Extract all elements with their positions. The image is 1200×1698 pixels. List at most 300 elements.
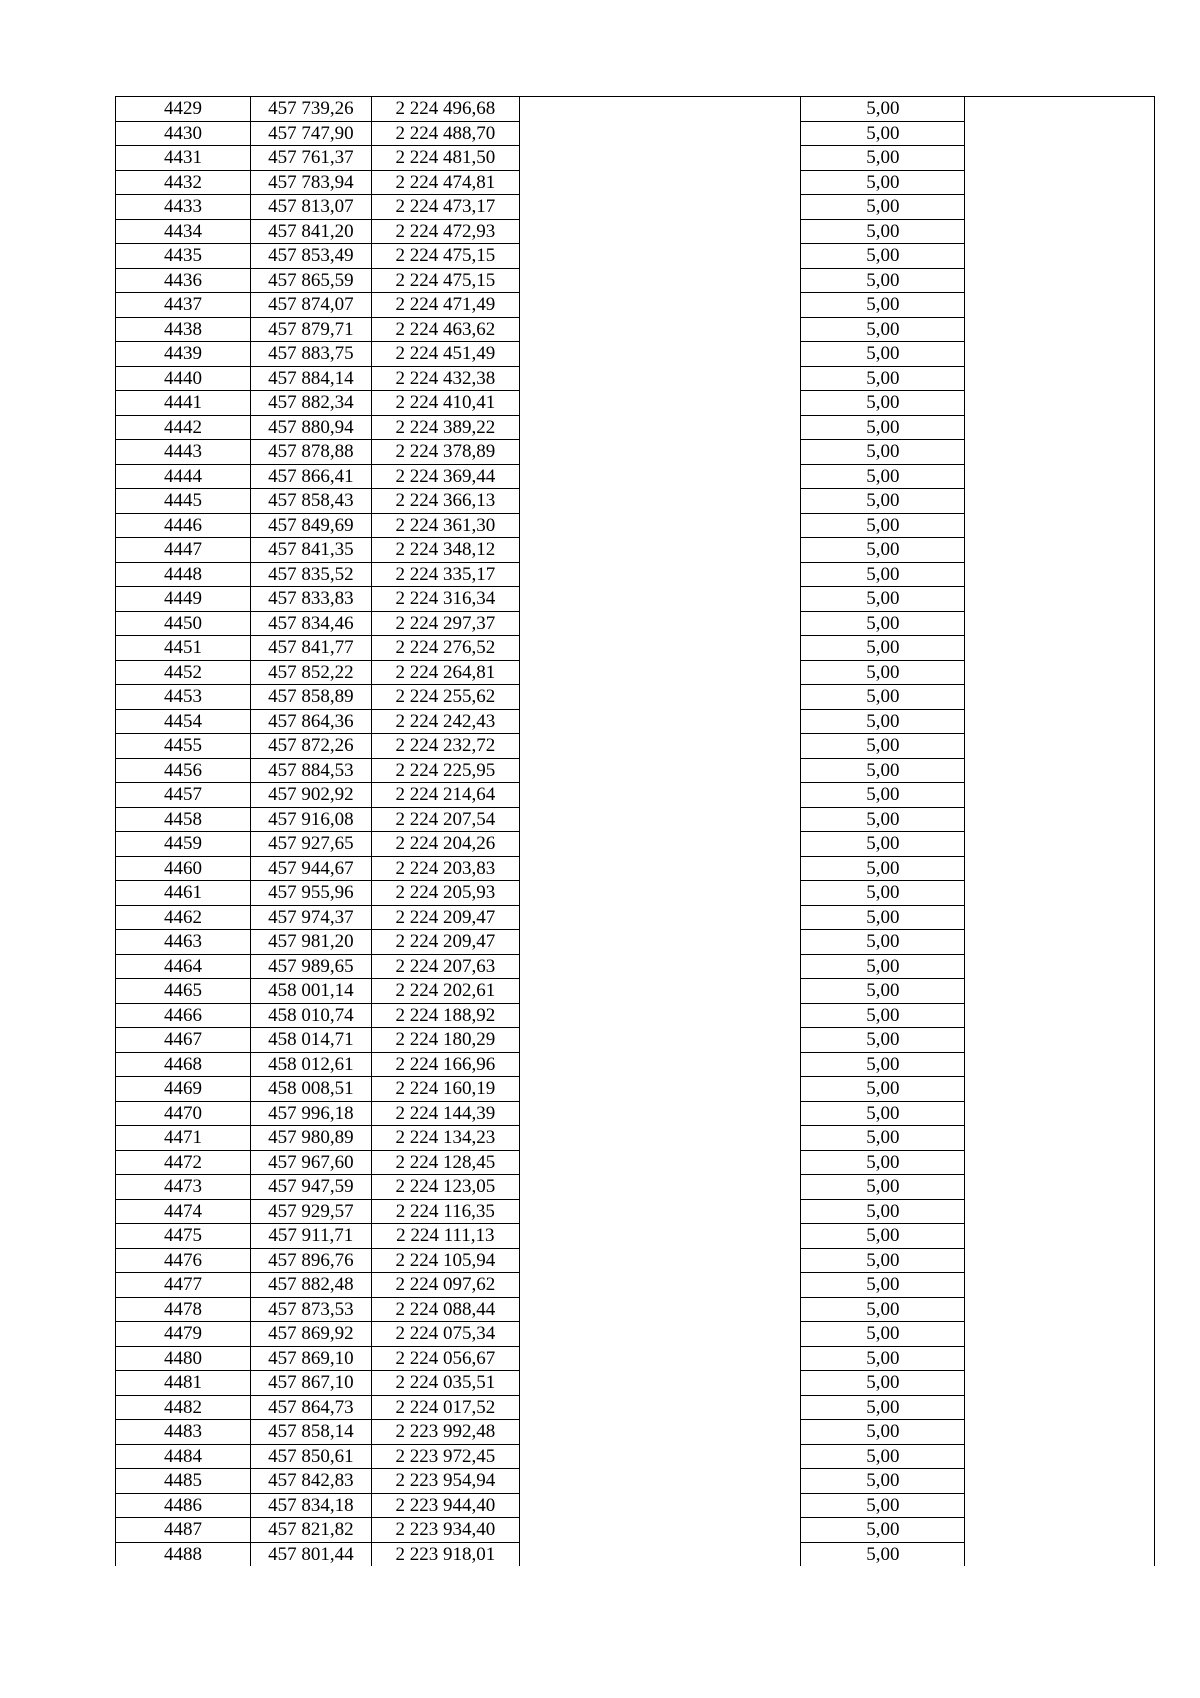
- empty-cell: [965, 954, 1155, 979]
- y-coordinate-cell: 2 224 088,44: [371, 1297, 519, 1322]
- empty-cell: [520, 856, 801, 881]
- table-row: [116, 1420, 1155, 1445]
- y-coordinate-cell: 2 224 232,72: [371, 734, 519, 759]
- table-row: [116, 562, 1155, 587]
- x-coordinate-cell: 457 955,96: [251, 881, 372, 906]
- value-cell: 5,00: [801, 1224, 965, 1249]
- table-row: [116, 513, 1155, 538]
- point-number-cell: 4467: [116, 1028, 251, 1053]
- point-number-cell: 4470: [116, 1101, 251, 1126]
- empty-cell: [965, 783, 1155, 808]
- y-coordinate-cell: 2 224 378,89: [371, 440, 519, 465]
- y-coordinate-cell: 2 223 918,01: [371, 1542, 519, 1566]
- point-number-cell: 4439: [116, 342, 251, 367]
- empty-cell: [965, 415, 1155, 440]
- empty-cell: [965, 146, 1155, 171]
- value-cell: 5,00: [801, 1395, 965, 1420]
- empty-cell: [520, 1273, 801, 1298]
- y-coordinate-cell: 2 224 410,41: [371, 391, 519, 416]
- point-number-cell: 4485: [116, 1469, 251, 1494]
- table-row: [116, 1126, 1155, 1151]
- y-coordinate-cell: 2 224 035,51: [371, 1371, 519, 1396]
- table-row: [116, 1371, 1155, 1396]
- empty-cell: [520, 317, 801, 342]
- table-row: [116, 195, 1155, 220]
- value-cell: 5,00: [801, 1199, 965, 1224]
- table-row: [116, 170, 1155, 195]
- y-coordinate-cell: 2 224 348,12: [371, 538, 519, 563]
- x-coordinate-cell: 457 783,94: [251, 170, 372, 195]
- x-coordinate-cell: 458 008,51: [251, 1077, 372, 1102]
- empty-cell: [520, 1444, 801, 1469]
- x-coordinate-cell: 457 981,20: [251, 930, 372, 955]
- table-row: [116, 1322, 1155, 1347]
- empty-cell: [520, 685, 801, 710]
- value-cell: 5,00: [801, 636, 965, 661]
- value-cell: 5,00: [801, 1052, 965, 1077]
- empty-cell: [520, 1395, 801, 1420]
- empty-cell: [520, 219, 801, 244]
- point-number-cell: 4486: [116, 1493, 251, 1518]
- y-coordinate-cell: 2 224 488,70: [371, 121, 519, 146]
- x-coordinate-cell: 457 850,61: [251, 1444, 372, 1469]
- empty-cell: [965, 1224, 1155, 1249]
- empty-cell: [520, 954, 801, 979]
- x-coordinate-cell: 457 834,46: [251, 611, 372, 636]
- value-cell: 5,00: [801, 1126, 965, 1151]
- empty-cell: [520, 538, 801, 563]
- table-row: [116, 244, 1155, 269]
- empty-cell: [965, 709, 1155, 734]
- table-row: [116, 1297, 1155, 1322]
- empty-cell: [520, 758, 801, 783]
- x-coordinate-cell: 457 747,90: [251, 121, 372, 146]
- empty-cell: [520, 195, 801, 220]
- y-coordinate-cell: 2 224 276,52: [371, 636, 519, 661]
- empty-cell: [520, 1175, 801, 1200]
- empty-cell: [965, 195, 1155, 220]
- empty-cell: [520, 1518, 801, 1543]
- empty-cell: [965, 1199, 1155, 1224]
- empty-cell: [965, 1101, 1155, 1126]
- empty-cell: [520, 734, 801, 759]
- point-number-cell: 4474: [116, 1199, 251, 1224]
- point-number-cell: 4462: [116, 905, 251, 930]
- value-cell: 5,00: [801, 97, 965, 122]
- value-cell: 5,00: [801, 1248, 965, 1273]
- point-number-cell: 4443: [116, 440, 251, 465]
- empty-cell: [520, 636, 801, 661]
- table-row: [116, 905, 1155, 930]
- table-row: [116, 611, 1155, 636]
- table-row: [116, 121, 1155, 146]
- point-number-cell: 4468: [116, 1052, 251, 1077]
- empty-cell: [520, 1297, 801, 1322]
- table-row: [116, 954, 1155, 979]
- y-coordinate-cell: 2 224 097,62: [371, 1273, 519, 1298]
- empty-cell: [520, 391, 801, 416]
- x-coordinate-cell: 457 882,34: [251, 391, 372, 416]
- point-number-cell: 4479: [116, 1322, 251, 1347]
- value-cell: 5,00: [801, 611, 965, 636]
- empty-cell: [965, 758, 1155, 783]
- x-coordinate-cell: 457 864,36: [251, 709, 372, 734]
- point-number-cell: 4476: [116, 1248, 251, 1273]
- y-coordinate-cell: 2 224 366,13: [371, 489, 519, 514]
- x-coordinate-cell: 458 014,71: [251, 1028, 372, 1053]
- empty-cell: [520, 1199, 801, 1224]
- value-cell: 5,00: [801, 1493, 965, 1518]
- empty-cell: [965, 391, 1155, 416]
- y-coordinate-cell: 2 224 361,30: [371, 513, 519, 538]
- value-cell: 5,00: [801, 709, 965, 734]
- table-row: [116, 464, 1155, 489]
- table-row: [116, 489, 1155, 514]
- empty-cell: [965, 121, 1155, 146]
- y-coordinate-cell: 2 224 203,83: [371, 856, 519, 881]
- table-row: [116, 342, 1155, 367]
- y-coordinate-cell: 2 224 017,52: [371, 1395, 519, 1420]
- y-coordinate-cell: 2 224 205,93: [371, 881, 519, 906]
- empty-cell: [520, 881, 801, 906]
- y-coordinate-cell: 2 224 134,23: [371, 1126, 519, 1151]
- empty-cell: [520, 1224, 801, 1249]
- value-cell: 5,00: [801, 979, 965, 1004]
- empty-cell: [965, 1273, 1155, 1298]
- x-coordinate-cell: 457 974,37: [251, 905, 372, 930]
- y-coordinate-cell: 2 224 242,43: [371, 709, 519, 734]
- table-row: [116, 1346, 1155, 1371]
- point-number-cell: 4434: [116, 219, 251, 244]
- table-row: [116, 832, 1155, 857]
- point-number-cell: 4456: [116, 758, 251, 783]
- x-coordinate-cell: 457 882,48: [251, 1273, 372, 1298]
- table-row: [116, 1150, 1155, 1175]
- point-number-cell: 4478: [116, 1297, 251, 1322]
- empty-cell: [965, 587, 1155, 612]
- value-cell: 5,00: [801, 783, 965, 808]
- y-coordinate-cell: 2 224 180,29: [371, 1028, 519, 1053]
- table-row: [116, 1052, 1155, 1077]
- value-cell: 5,00: [801, 391, 965, 416]
- table-row: [116, 979, 1155, 1004]
- value-cell: 5,00: [801, 195, 965, 220]
- point-number-cell: 4472: [116, 1150, 251, 1175]
- empty-cell: [520, 366, 801, 391]
- empty-cell: [520, 121, 801, 146]
- value-cell: 5,00: [801, 464, 965, 489]
- y-coordinate-cell: 2 224 209,47: [371, 930, 519, 955]
- y-coordinate-cell: 2 224 188,92: [371, 1003, 519, 1028]
- y-coordinate-cell: 2 224 255,62: [371, 685, 519, 710]
- y-coordinate-cell: 2 223 944,40: [371, 1493, 519, 1518]
- table-row: [116, 1199, 1155, 1224]
- y-coordinate-cell: 2 224 475,15: [371, 244, 519, 269]
- value-cell: 5,00: [801, 268, 965, 293]
- point-number-cell: 4448: [116, 562, 251, 587]
- y-coordinate-cell: 2 224 475,15: [371, 268, 519, 293]
- value-cell: 5,00: [801, 734, 965, 759]
- empty-cell: [520, 807, 801, 832]
- point-number-cell: 4484: [116, 1444, 251, 1469]
- value-cell: 5,00: [801, 1150, 965, 1175]
- table-row: [116, 758, 1155, 783]
- point-number-cell: 4447: [116, 538, 251, 563]
- empty-cell: [965, 832, 1155, 857]
- value-cell: 5,00: [801, 342, 965, 367]
- point-number-cell: 4466: [116, 1003, 251, 1028]
- table-row: [116, 219, 1155, 244]
- value-cell: 5,00: [801, 489, 965, 514]
- value-cell: 5,00: [801, 538, 965, 563]
- empty-cell: [965, 1371, 1155, 1396]
- empty-cell: [965, 807, 1155, 832]
- empty-cell: [520, 660, 801, 685]
- value-cell: 5,00: [801, 930, 965, 955]
- empty-cell: [965, 1248, 1155, 1273]
- table-row: [116, 1028, 1155, 1053]
- value-cell: 5,00: [801, 1322, 965, 1347]
- table-row: [116, 709, 1155, 734]
- x-coordinate-cell: 457 841,77: [251, 636, 372, 661]
- value-cell: 5,00: [801, 170, 965, 195]
- x-coordinate-cell: 457 874,07: [251, 293, 372, 318]
- value-cell: 5,00: [801, 1273, 965, 1298]
- coordinates-table: [115, 96, 1155, 1566]
- x-coordinate-cell: 457 833,83: [251, 587, 372, 612]
- table-row: [116, 1395, 1155, 1420]
- table-row: [116, 807, 1155, 832]
- table-row: [116, 1248, 1155, 1273]
- x-coordinate-cell: 458 010,74: [251, 1003, 372, 1028]
- x-coordinate-cell: 458 012,61: [251, 1052, 372, 1077]
- empty-cell: [965, 1444, 1155, 1469]
- point-number-cell: 4460: [116, 856, 251, 881]
- point-number-cell: 4458: [116, 807, 251, 832]
- x-coordinate-cell: 457 880,94: [251, 415, 372, 440]
- empty-cell: [965, 170, 1155, 195]
- table-row: [116, 660, 1155, 685]
- x-coordinate-cell: 457 841,20: [251, 219, 372, 244]
- x-coordinate-cell: 457 834,18: [251, 1493, 372, 1518]
- empty-cell: [520, 1371, 801, 1396]
- empty-cell: [965, 366, 1155, 391]
- point-number-cell: 4471: [116, 1126, 251, 1151]
- y-coordinate-cell: 2 224 160,19: [371, 1077, 519, 1102]
- empty-cell: [965, 1297, 1155, 1322]
- table-row: [116, 1101, 1155, 1126]
- y-coordinate-cell: 2 224 111,13: [371, 1224, 519, 1249]
- y-coordinate-cell: 2 224 463,62: [371, 317, 519, 342]
- value-cell: 5,00: [801, 1077, 965, 1102]
- empty-cell: [965, 636, 1155, 661]
- value-cell: 5,00: [801, 1028, 965, 1053]
- empty-cell: [965, 611, 1155, 636]
- x-coordinate-cell: 457 980,89: [251, 1126, 372, 1151]
- empty-cell: [965, 1493, 1155, 1518]
- y-coordinate-cell: 2 224 207,63: [371, 954, 519, 979]
- empty-cell: [965, 660, 1155, 685]
- table-row: [116, 636, 1155, 661]
- table-row: [116, 146, 1155, 171]
- x-coordinate-cell: 457 884,14: [251, 366, 372, 391]
- point-number-cell: 4436: [116, 268, 251, 293]
- x-coordinate-cell: 457 967,60: [251, 1150, 372, 1175]
- table-row: [116, 415, 1155, 440]
- empty-cell: [520, 1150, 801, 1175]
- empty-cell: [520, 415, 801, 440]
- empty-cell: [965, 930, 1155, 955]
- empty-cell: [520, 293, 801, 318]
- empty-cell: [520, 611, 801, 636]
- empty-cell: [520, 587, 801, 612]
- empty-cell: [520, 1248, 801, 1273]
- x-coordinate-cell: 457 872,26: [251, 734, 372, 759]
- table-row: [116, 293, 1155, 318]
- empty-cell: [520, 342, 801, 367]
- x-coordinate-cell: 457 739,26: [251, 97, 372, 122]
- point-number-cell: 4452: [116, 660, 251, 685]
- y-coordinate-cell: 2 224 123,05: [371, 1175, 519, 1200]
- x-coordinate-cell: 457 842,83: [251, 1469, 372, 1494]
- empty-cell: [965, 1322, 1155, 1347]
- point-number-cell: 4431: [116, 146, 251, 171]
- empty-cell: [965, 1003, 1155, 1028]
- y-coordinate-cell: 2 224 297,37: [371, 611, 519, 636]
- point-number-cell: 4465: [116, 979, 251, 1004]
- empty-cell: [520, 1493, 801, 1518]
- empty-cell: [965, 293, 1155, 318]
- x-coordinate-cell: 457 884,53: [251, 758, 372, 783]
- table-row: [116, 366, 1155, 391]
- point-number-cell: 4450: [116, 611, 251, 636]
- empty-cell: [520, 170, 801, 195]
- value-cell: 5,00: [801, 660, 965, 685]
- empty-cell: [520, 832, 801, 857]
- point-number-cell: 4480: [116, 1346, 251, 1371]
- point-number-cell: 4446: [116, 513, 251, 538]
- table-row: [116, 1542, 1155, 1566]
- empty-cell: [520, 783, 801, 808]
- point-number-cell: 4488: [116, 1542, 251, 1566]
- y-coordinate-cell: 2 224 075,34: [371, 1322, 519, 1347]
- x-coordinate-cell: 458 001,14: [251, 979, 372, 1004]
- point-number-cell: 4481: [116, 1371, 251, 1396]
- y-coordinate-cell: 2 224 225,95: [371, 758, 519, 783]
- table-row: [116, 1493, 1155, 1518]
- table-row: [116, 1224, 1155, 1249]
- y-coordinate-cell: 2 223 954,94: [371, 1469, 519, 1494]
- value-cell: 5,00: [801, 415, 965, 440]
- point-number-cell: 4438: [116, 317, 251, 342]
- y-coordinate-cell: 2 224 116,35: [371, 1199, 519, 1224]
- table-row: [116, 783, 1155, 808]
- point-number-cell: 4487: [116, 1518, 251, 1543]
- point-number-cell: 4432: [116, 170, 251, 195]
- point-number-cell: 4459: [116, 832, 251, 857]
- point-number-cell: 4463: [116, 930, 251, 955]
- y-coordinate-cell: 2 224 369,44: [371, 464, 519, 489]
- empty-cell: [520, 1028, 801, 1053]
- point-number-cell: 4430: [116, 121, 251, 146]
- x-coordinate-cell: 457 813,07: [251, 195, 372, 220]
- empty-cell: [520, 146, 801, 171]
- empty-cell: [965, 1077, 1155, 1102]
- empty-cell: [965, 268, 1155, 293]
- value-cell: 5,00: [801, 1346, 965, 1371]
- table-row: [116, 587, 1155, 612]
- table-row: [116, 734, 1155, 759]
- empty-cell: [965, 97, 1155, 122]
- table-row: [116, 1469, 1155, 1494]
- empty-cell: [965, 440, 1155, 465]
- y-coordinate-cell: 2 224 128,45: [371, 1150, 519, 1175]
- empty-cell: [965, 1052, 1155, 1077]
- empty-cell: [520, 244, 801, 269]
- y-coordinate-cell: 2 224 316,34: [371, 587, 519, 612]
- value-cell: 5,00: [801, 219, 965, 244]
- value-cell: 5,00: [801, 587, 965, 612]
- table-row: [116, 391, 1155, 416]
- empty-cell: [520, 513, 801, 538]
- empty-cell: [520, 930, 801, 955]
- x-coordinate-cell: 457 801,44: [251, 1542, 372, 1566]
- x-coordinate-cell: 457 849,69: [251, 513, 372, 538]
- point-number-cell: 4454: [116, 709, 251, 734]
- x-coordinate-cell: 457 902,92: [251, 783, 372, 808]
- value-cell: 5,00: [801, 1175, 965, 1200]
- value-cell: 5,00: [801, 1420, 965, 1445]
- x-coordinate-cell: 457 869,92: [251, 1322, 372, 1347]
- table-row: [116, 317, 1155, 342]
- table-row: [116, 930, 1155, 955]
- empty-cell: [520, 1003, 801, 1028]
- empty-cell: [965, 1150, 1155, 1175]
- empty-cell: [520, 562, 801, 587]
- table-row: [116, 1175, 1155, 1200]
- x-coordinate-cell: 457 853,49: [251, 244, 372, 269]
- empty-cell: [520, 1420, 801, 1445]
- y-coordinate-cell: 2 224 202,61: [371, 979, 519, 1004]
- y-coordinate-cell: 2 224 264,81: [371, 660, 519, 685]
- empty-cell: [520, 464, 801, 489]
- empty-cell: [965, 979, 1155, 1004]
- x-coordinate-cell: 457 858,14: [251, 1420, 372, 1445]
- value-cell: 5,00: [801, 1101, 965, 1126]
- table-row: [116, 268, 1155, 293]
- y-coordinate-cell: 2 224 166,96: [371, 1052, 519, 1077]
- empty-cell: [965, 538, 1155, 563]
- y-coordinate-cell: 2 224 473,17: [371, 195, 519, 220]
- table-row: [116, 685, 1155, 710]
- point-number-cell: 4442: [116, 415, 251, 440]
- empty-cell: [965, 1518, 1155, 1543]
- table-row: [116, 1273, 1155, 1298]
- empty-cell: [520, 268, 801, 293]
- x-coordinate-cell: 457 858,89: [251, 685, 372, 710]
- table-row: [116, 1444, 1155, 1469]
- empty-cell: [965, 1469, 1155, 1494]
- empty-cell: [965, 489, 1155, 514]
- empty-cell: [520, 97, 801, 122]
- x-coordinate-cell: 457 841,35: [251, 538, 372, 563]
- empty-cell: [520, 1126, 801, 1151]
- table-row: [116, 538, 1155, 563]
- x-coordinate-cell: 457 883,75: [251, 342, 372, 367]
- x-coordinate-cell: 457 996,18: [251, 1101, 372, 1126]
- point-number-cell: 4475: [116, 1224, 251, 1249]
- empty-cell: [965, 342, 1155, 367]
